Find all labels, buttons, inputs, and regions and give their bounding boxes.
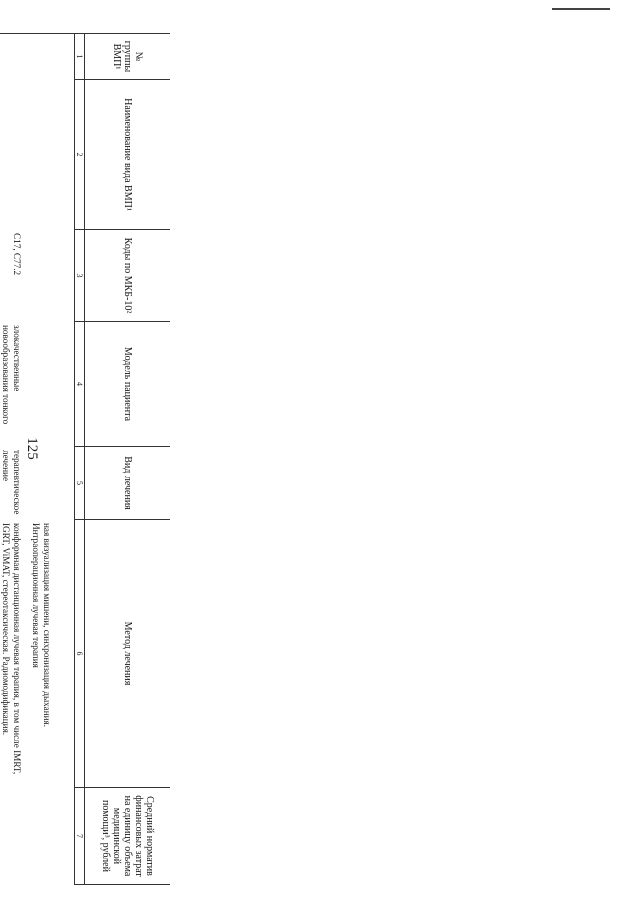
column-number: 5 (74, 447, 84, 520)
table-header-row (84, 33, 170, 885)
column-number: 1 (74, 33, 84, 80)
column-number: 3 (74, 230, 84, 322)
treatment-table (0, 33, 170, 885)
column-number-row (74, 33, 84, 885)
patient-model-cell: злокачественные новообразования тонкого (1, 325, 22, 425)
treatment-type-cell: терапевтическое лечение (1, 450, 22, 515)
header-cell: Вид лечения (84, 447, 170, 520)
page-number: 125 (23, 437, 40, 460)
method-cell: конформная дистанционная лучевая терапия, в том числе IMRT, IGRT, ViMAT, стереотаксическая. Радиомодификация. (1, 523, 22, 775)
header-cell: Средний норматив финансовых затрат на единицу объема медицинской помощи³, рублей (84, 788, 170, 885)
table-row (0, 33, 22, 885)
column-number: 6 (74, 520, 84, 788)
scan-mark (552, 8, 610, 10)
header-cell: № группы ВМП¹ (84, 33, 170, 80)
column-number: 7 (74, 788, 84, 885)
header-cell: Модель пациента (84, 322, 170, 447)
method-cell: ная визуализация мишени, синхронизация дыхания. Интраоперационная лучевая терапия (31, 523, 52, 728)
codes-cell: C17, C77.2 (12, 233, 22, 276)
header-cell: Коды по МКБ-10² (84, 230, 170, 322)
column-number: 4 (74, 322, 84, 447)
header-cell: Наименование вида ВМП¹ (84, 80, 170, 230)
header-cell: Метод лечения (84, 520, 170, 788)
table-row (22, 33, 74, 885)
table-left-border (0, 33, 74, 34)
table-body (0, 33, 74, 885)
column-number: 2 (74, 80, 84, 230)
